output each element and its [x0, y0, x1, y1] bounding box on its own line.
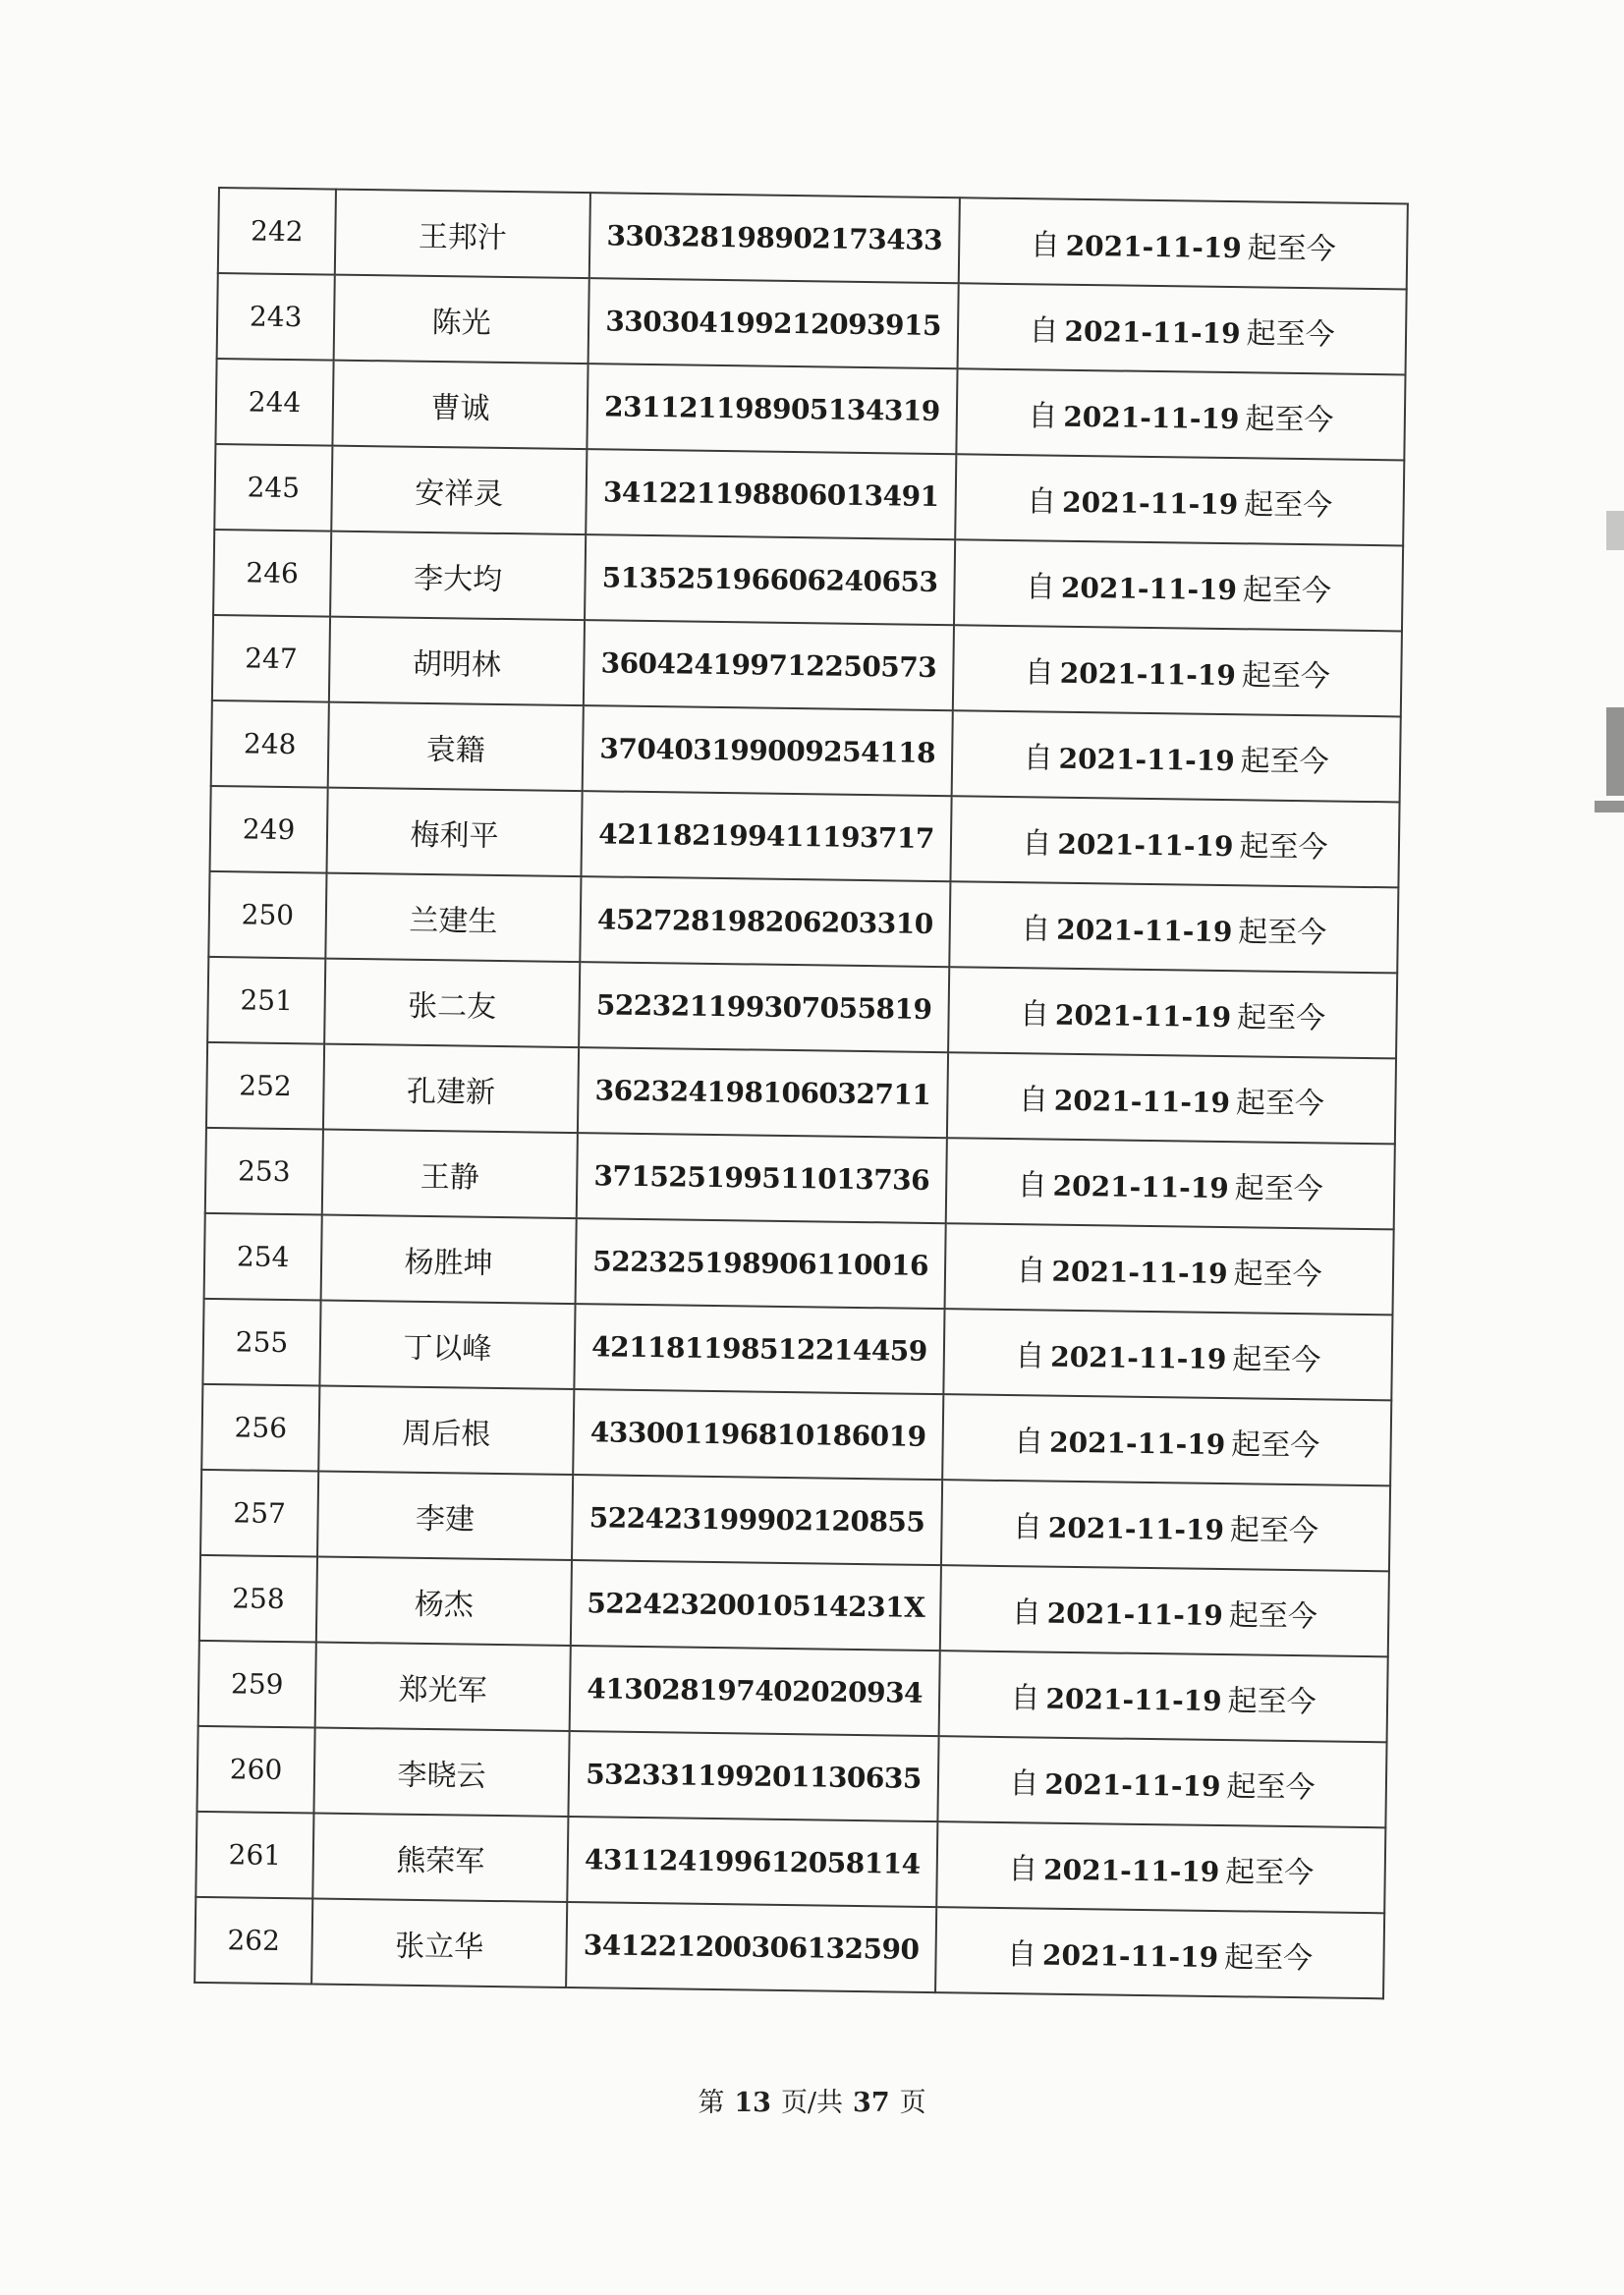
footer-suffix: 页: [899, 2088, 926, 2118]
date-prefix: 自: [1009, 1765, 1039, 1802]
table-row: [201, 1384, 1391, 1485]
person-name: 张立华: [311, 1898, 567, 1987]
id-number: 371525199511013736: [577, 1133, 947, 1223]
date-range: [949, 881, 1398, 973]
start-date: 2021-11-19: [1045, 1682, 1222, 1717]
row-number: 248: [211, 700, 329, 788]
table-row: [202, 1299, 1392, 1400]
date-range: [941, 1480, 1390, 1571]
id-number: 421181198512214459: [574, 1304, 944, 1394]
table-row: [196, 1812, 1385, 1913]
date-suffix: 起至今: [1235, 1085, 1325, 1121]
date-prefix: 自: [1010, 1680, 1040, 1716]
date-prefix: 自: [1015, 1338, 1045, 1374]
id-number: 532331199201130635: [568, 1731, 938, 1821]
row-number: 250: [208, 871, 326, 959]
person-name: 张二友: [324, 959, 580, 1048]
person-name: 胡明林: [329, 617, 585, 706]
row-number: 252: [206, 1042, 324, 1130]
date-suffix: 起至今: [1230, 1427, 1320, 1463]
row-number: 249: [210, 786, 328, 873]
id-number: 370403199009254118: [583, 705, 953, 796]
date-prefix: 自: [1026, 483, 1057, 520]
date-prefix: 自: [1019, 996, 1050, 1033]
person-name: 郑光军: [315, 1642, 571, 1731]
table-row: [200, 1470, 1390, 1571]
row-number: 261: [196, 1812, 313, 1899]
date-suffix: 起至今: [1228, 1597, 1318, 1634]
start-date: 2021-11-19: [1061, 485, 1239, 521]
date-prefix: 自: [1006, 1936, 1037, 1973]
date-range: [945, 1223, 1394, 1315]
date-prefix: 自: [1029, 312, 1059, 349]
date-range: [935, 1907, 1384, 1998]
person-name: 袁籍: [328, 702, 584, 792]
start-date: 2021-11-19: [1056, 913, 1233, 948]
date-prefix: 自: [1023, 740, 1053, 776]
table-row: [205, 1128, 1395, 1229]
date-range: [958, 283, 1407, 374]
date-suffix: 起至今: [1223, 1939, 1314, 1976]
id-number: 433001196810186019: [573, 1389, 943, 1480]
start-date: 2021-11-19: [1054, 998, 1232, 1034]
date-range: [955, 454, 1404, 545]
person-name: 王静: [322, 1130, 578, 1219]
date-range: [959, 197, 1408, 289]
person-name: 王邦汁: [335, 190, 590, 279]
id-number: 330304199212093915: [588, 278, 959, 368]
person-name: 丁以峰: [319, 1301, 575, 1390]
id-number: 431124199612058114: [567, 1817, 937, 1907]
date-suffix: 起至今: [1234, 1170, 1323, 1206]
start-date: 2021-11-19: [1064, 314, 1241, 350]
date-prefix: 自: [1018, 1082, 1049, 1118]
person-name: 梅利平: [327, 788, 583, 877]
person-name: 兰建生: [325, 873, 581, 963]
date-range: [940, 1565, 1389, 1656]
start-date: 2021-11-19: [1059, 656, 1237, 692]
row-number: 254: [204, 1213, 322, 1301]
date-range: [937, 1736, 1386, 1827]
row-number: 242: [218, 188, 336, 275]
table-row: [213, 530, 1403, 631]
current-page-number: 13: [734, 2088, 771, 2118]
date-suffix: 起至今: [1229, 1512, 1319, 1548]
person-name: 李建: [317, 1472, 573, 1561]
table-row: [210, 786, 1400, 887]
date-suffix: 起至今: [1242, 572, 1332, 608]
start-date: 2021-11-19: [1047, 1511, 1225, 1546]
id-number: 362324198106032711: [578, 1047, 948, 1138]
date-suffix: 起至今: [1245, 401, 1334, 437]
row-number: 257: [200, 1470, 318, 1557]
id-number: 513525196606240653: [585, 534, 955, 625]
table-row: [211, 700, 1401, 802]
person-name: 孔建新: [323, 1044, 579, 1134]
date-suffix: 起至今: [1236, 999, 1326, 1036]
date-prefix: 自: [1025, 569, 1056, 605]
id-number: 341221198806013491: [586, 449, 956, 539]
id-number: 52242320010514231X: [571, 1560, 941, 1651]
scan-edge-mark: [1595, 801, 1624, 812]
table-row: [204, 1213, 1394, 1315]
date-prefix: 自: [1016, 1253, 1046, 1289]
person-name: 曹诚: [332, 361, 588, 450]
record-table-wrapper: [194, 187, 1407, 1999]
person-name: 杨胜坤: [321, 1215, 577, 1305]
date-prefix: 自: [1022, 825, 1052, 862]
table-row: [206, 1042, 1396, 1144]
start-date: 2021-11-19: [1065, 229, 1243, 264]
row-number: 259: [198, 1641, 316, 1728]
total-page-number: 37: [853, 2088, 890, 2118]
person-name: 李大均: [330, 532, 586, 621]
start-date: 2021-11-19: [1060, 571, 1238, 606]
date-suffix: 起至今: [1239, 828, 1328, 865]
id-number: 421182199411193717: [581, 791, 951, 881]
id-number: 522325198906110016: [576, 1218, 946, 1309]
date-range: [939, 1651, 1388, 1742]
footer-prefix: 第: [698, 2088, 725, 2118]
date-range: [942, 1394, 1391, 1485]
id-number: 360424199712250573: [584, 620, 954, 710]
row-number: 256: [201, 1384, 319, 1472]
table-row: [212, 615, 1402, 716]
start-date: 2021-11-19: [1057, 827, 1234, 863]
row-number: 246: [213, 530, 331, 617]
date-range: [948, 967, 1397, 1058]
start-date: 2021-11-19: [1050, 1340, 1227, 1375]
person-name: 李晓云: [313, 1727, 569, 1817]
date-suffix: 起至今: [1240, 743, 1329, 779]
start-date: 2021-11-19: [1048, 1426, 1226, 1461]
date-suffix: 起至今: [1241, 657, 1331, 694]
row-number: 243: [217, 273, 335, 361]
row-number: 245: [214, 444, 332, 532]
person-name: 杨杰: [316, 1557, 572, 1647]
start-date: 2021-11-19: [1046, 1596, 1224, 1632]
start-date: 2021-11-19: [1041, 1938, 1219, 1974]
date-prefix: 自: [1011, 1595, 1041, 1631]
date-prefix: 自: [1017, 1167, 1047, 1203]
id-number: 341221200306132590: [566, 1902, 936, 1992]
row-number: 253: [205, 1128, 323, 1215]
row-number: 262: [195, 1897, 312, 1985]
person-name: 陈光: [334, 275, 589, 364]
date-prefix: 自: [1020, 911, 1051, 947]
date-prefix: 自: [1028, 398, 1058, 434]
start-date: 2021-11-19: [1051, 1255, 1228, 1290]
person-name: 熊荣军: [312, 1813, 568, 1902]
row-number: 260: [196, 1726, 314, 1814]
date-range: [953, 625, 1402, 716]
row-number: 247: [212, 615, 330, 702]
person-name: 周后根: [318, 1386, 574, 1476]
date-suffix: 起至今: [1244, 486, 1333, 523]
table-row: [218, 188, 1408, 289]
table-row: [215, 359, 1405, 460]
scan-edge-mark: [1606, 511, 1624, 550]
record-table-body: [195, 188, 1408, 1998]
start-date: 2021-11-19: [1042, 1853, 1220, 1888]
table-row: [214, 444, 1404, 545]
table-row: [199, 1555, 1389, 1656]
table-row: [198, 1641, 1388, 1742]
date-suffix: 起至今: [1238, 914, 1327, 950]
id-number: 522321199307055819: [579, 962, 949, 1052]
date-suffix: 起至今: [1232, 1341, 1321, 1377]
start-date: 2021-11-19: [1063, 400, 1240, 435]
date-prefix: 自: [1030, 227, 1060, 263]
table-row: [196, 1726, 1386, 1827]
date-range: [946, 1138, 1395, 1229]
date-prefix: 自: [1024, 654, 1055, 691]
id-number: 522423199902120855: [572, 1475, 942, 1565]
row-number: 251: [207, 957, 325, 1044]
date-suffix: 起至今: [1247, 230, 1337, 266]
row-number: 258: [199, 1555, 317, 1643]
date-suffix: 起至今: [1227, 1683, 1316, 1719]
row-number: 255: [202, 1299, 320, 1386]
date-range: [943, 1309, 1392, 1400]
start-date: 2021-11-19: [1053, 1084, 1231, 1119]
date-range: [956, 368, 1405, 460]
person-name: 安祥灵: [331, 446, 587, 535]
date-prefix: 自: [1013, 1424, 1044, 1460]
date-suffix: 起至今: [1246, 315, 1335, 352]
start-date: 2021-11-19: [1044, 1767, 1221, 1803]
date-suffix: 起至今: [1225, 1854, 1315, 1890]
scan-edge-mark: [1606, 707, 1624, 796]
start-date: 2021-11-19: [1052, 1169, 1229, 1204]
id-number: 231121198905134319: [587, 364, 957, 454]
date-range: [947, 1052, 1396, 1144]
id-number: 330328198902173433: [589, 193, 960, 283]
id-number: 452728198206203310: [580, 876, 950, 967]
record-table: [194, 187, 1409, 1999]
date-range: [936, 1821, 1385, 1913]
date-range: [950, 796, 1399, 887]
start-date: 2021-11-19: [1058, 742, 1235, 777]
table-row: [195, 1897, 1384, 1998]
page-footer: [0, 2081, 1624, 2119]
footer-middle: 页/共: [780, 2088, 844, 2118]
id-number: 413028197402020934: [570, 1646, 940, 1736]
table-row: [208, 871, 1398, 973]
table-row: [207, 957, 1397, 1058]
date-range: [954, 539, 1403, 631]
row-number: 244: [215, 359, 333, 446]
date-prefix: 自: [1007, 1851, 1038, 1887]
date-prefix: 自: [1012, 1509, 1043, 1545]
date-suffix: 起至今: [1226, 1768, 1316, 1805]
date-range: [952, 710, 1401, 802]
table-row: [217, 273, 1407, 374]
date-suffix: 起至今: [1233, 1256, 1322, 1292]
